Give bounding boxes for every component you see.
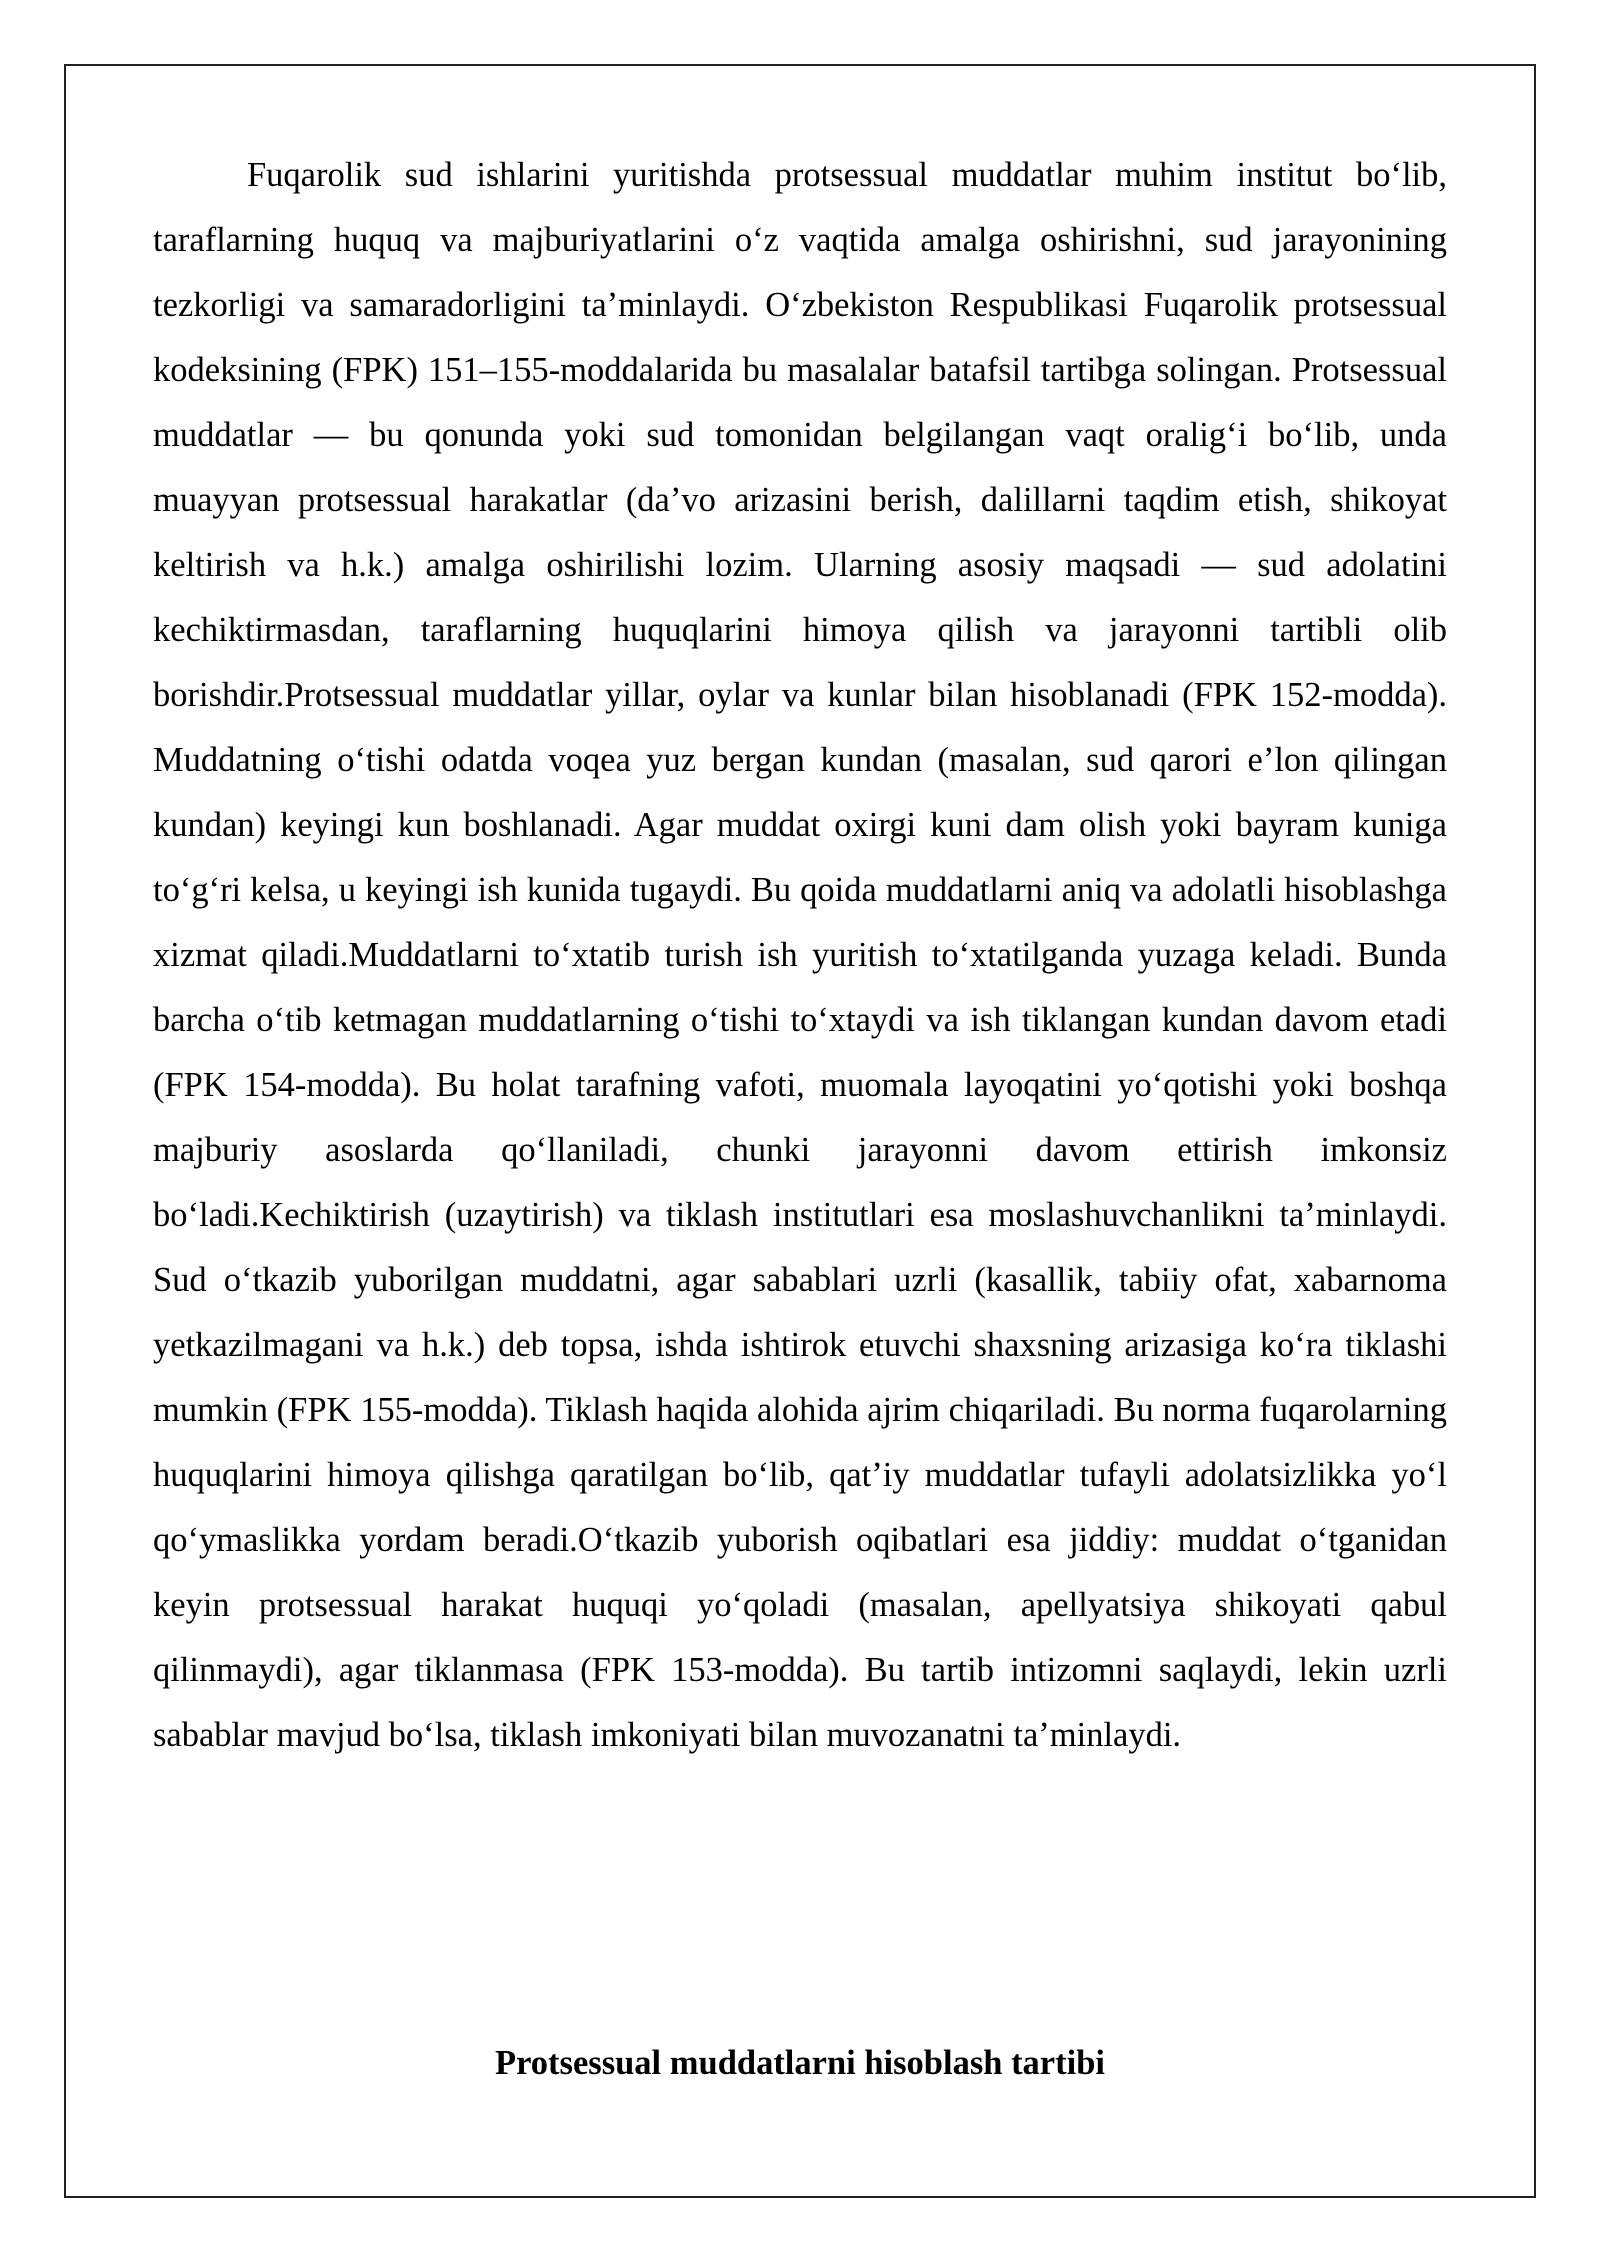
section-heading: Protsessual muddatlarni hisoblash tartibi (495, 2044, 1105, 2082)
body-paragraph: Fuqarolik sud ishlarini yuritishda protsessual muddatlar muhim institut boʻlib, taraflarning huquq va majburiyatlarini oʻz vaqtida amalga oshirishni, sud jarayonining tezkorligi va samaradorligini taʼminlaydi. Oʻzbekiston Respublikasi Fuqarolik protsessual kodeksining (FPK) 151–155-moddalarida bu masalalar batafsil tartibga solingan. Protsessual muddatlar — bu qonunda yoki sud tomonidan belgilangan vaqt oraligʻi boʻlib, unda muayyan protsessual harakatlar (daʼvo arizasini berish, dalillarni taqdim etish, shikoyat keltirish va h.k.) amalga oshirilishi lozim. Ularning asosiy maqsadi — sud adolatini kechiktirmasdan, taraflarning huquqlarini himoya qilish va jarayonni tartibli olib borishdir.Protsessual muddatlar yillar, oylar va kunlar bilan hisoblanadi (FPK 152-modda). Muddatning oʻtishi odatda voqea yuz bergan kundan (masalan, sud qarori eʼlon qilingan kundan) keyingi kun boshlanadi. Agar muddat oxirgi kuni dam olish yoki bayram kuniga toʻgʻri kelsa, u keyingi ish kunida tugaydi. Bu qoida muddatlarni aniq va adolatli hisoblashga xizmat qiladi.Muddatlarni toʻxtatib turish ish yuritish toʻxtatilganda yuzaga keladi. Bunda barcha oʻtib ketmagan muddatlarning oʻtishi toʻxtaydi va ish tiklangan kundan davom etadi (FPK 154-modda). Bu holat tarafning vafoti, muomala layoqatini yoʻqotishi yoki boshqa majburiy asoslarda qoʻllaniladi, chunki jarayonni davom ettirish imkonsiz boʻladi.Kechiktirish (uzaytirish) va tiklash institutlari esa moslashuvchanlikni taʼminlaydi. Sud oʻtkazib yuborilgan muddatni, agar sabablari uzrli (kasallik, tabiiy ofat, xabarnoma yetkazilmagani va h.k.) deb topsa, ishda ishtirok etuvchi shaxsning arizasiga koʻra tiklashi mumkin (FPK 155-modda). Tiklash haqida alohida ajrim chiqariladi. Bu norma fuqarolarning huquqlarini himoya qilishga qaratilgan boʻlib, qatʼiy muddatlar tufayli adolatsizlikka yoʻl qoʻymaslikka yordam beradi.Oʻtkazib yuborish oqibatlari esa jiddiy: muddat oʻtganidan keyin protsessual harakat huquqi yoʻqoladi (masalan, apellyatsiya shikoyati qabul qilinmaydi), agar tiklanmasa (FPK 153-modda). Bu tartib intizomni saqlaydi, lekin uzrli sabablar mavjud boʻlsa, tiklash imkoniyati bilan muvozanatni taʼminlaydi. (153, 156, 1447, 1754)
